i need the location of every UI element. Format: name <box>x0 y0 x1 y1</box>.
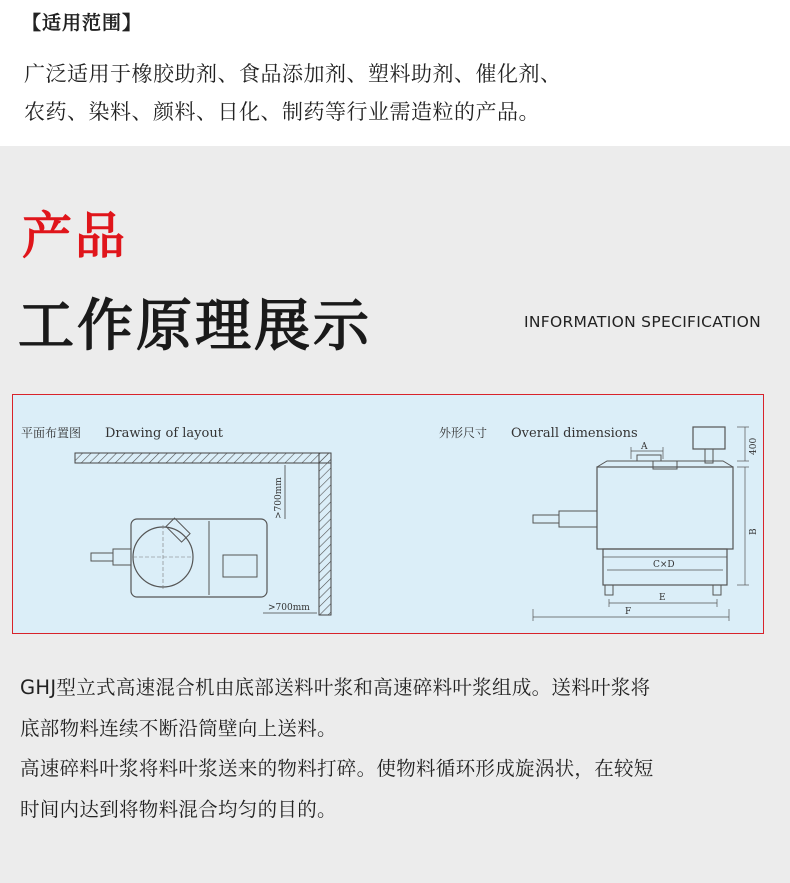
description-line-2: 底部物料连续不断沿筒壁向上送料。 <box>20 717 337 740</box>
layout-diagram <box>12 394 764 634</box>
dim-f-label: F <box>625 607 632 617</box>
layout-label-en: Drawing of layout <box>105 426 223 441</box>
dims-label-en: Overall dimensions <box>511 426 638 441</box>
scope-text-line-2: 农药、染料、颜料、日化、制药等行业需造粒的产品。 <box>24 100 540 124</box>
description-line-1: GHJ型立式高速混合机由底部送料叶浆和高速碎料叶浆组成。送料叶浆将 <box>20 676 651 699</box>
dim-a-label: A <box>641 442 648 452</box>
section-title-black: 工作原理展示 <box>18 294 372 359</box>
dims-label-cn: 外形尺寸 <box>439 426 488 440</box>
section-title-red: 产品 <box>22 207 128 265</box>
dimension-lines <box>533 427 749 621</box>
dim-cxd-label: C×D <box>653 560 675 570</box>
description-line-3: 高速碎料叶浆将料叶浆送来的物料打碎。使物料循环形成旋涡状，在较短 <box>20 757 654 780</box>
scope-section <box>0 0 790 146</box>
machine-plan-view <box>91 518 267 597</box>
dim-e-label: E <box>659 593 666 603</box>
clearance-vertical-label: >700mm <box>274 477 284 519</box>
clearance-horizontal-label: >700mm <box>268 603 310 613</box>
scope-text-line-1: 广泛适用于橡胶助剂、食品添加剂、塑料助剂、催化剂、 <box>24 62 562 86</box>
dim-400-label: 400 <box>749 437 759 455</box>
dim-b-label: B <box>749 528 759 535</box>
scope-title: 【适用范围】 <box>22 12 143 34</box>
technical-drawing <box>13 395 765 635</box>
wall-hatched <box>75 453 331 615</box>
description-line-4: 时间内达到将物料混合均匀的目的。 <box>20 798 337 821</box>
layout-label-cn: 平面布置图 <box>21 426 82 440</box>
section-subtitle-en: INFORMATION SPECIFICATION <box>524 313 762 331</box>
